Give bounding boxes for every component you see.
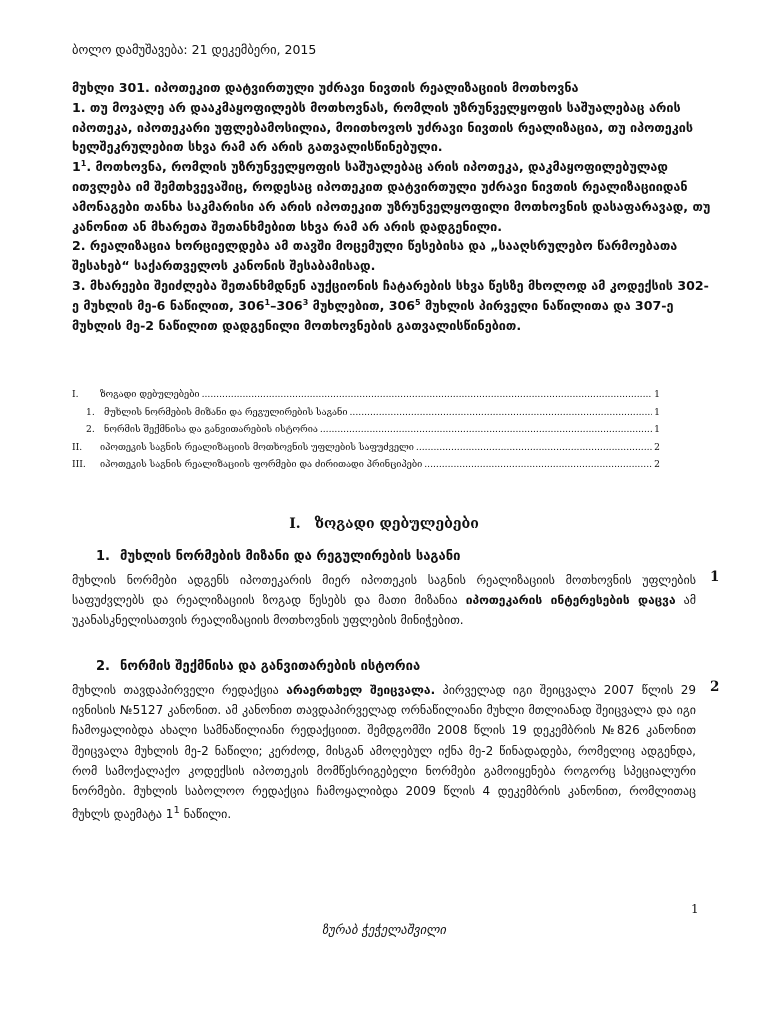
page-number: 1 [691,902,699,916]
toc-entry[interactable] [72,407,660,425]
paragraph-text: 3. მხარეები შეიძლება შეთანხმდნენ აუქციონის ჩატარების სხვა წესზე მხოლოდ ამ კოდექსის 302-ე მუხლის მე-6 ნაწილით, 306 [72,277,709,313]
article-paragraph-1-1 [72,157,712,236]
body-paragraph [72,570,696,631]
bold-text: არაერთხელ შეიცვალა. [286,683,436,697]
toc-page-number: 1 [654,406,660,418]
section-heading [0,516,768,532]
subsection-number: 1. [96,549,110,564]
toc-title: მუხლის ნორმების მიზანი და რეგულირების საგანი [104,406,348,418]
article-paragraph-3 [72,276,712,335]
toc-entry[interactable] [72,442,660,460]
superscript: 3 [302,297,309,307]
toc-title: იპოთეკის საგნის რეალიზაციის ფორმები და ძირითადი პრინციპები [100,459,423,471]
superscript: 5 [415,297,421,307]
toc-leader-dots [416,442,652,453]
toc-leader-dots [424,459,652,470]
toc-number: 2. [86,424,95,436]
paragraph-text: მუხლის ნორმები ადგენს იპოთეკარის მიერ იპოთეკის საგნის რეალიზაციის მოთხოვნის უფლების საფუძვლებს და რეალიზაციის ზოგად წესებს და მათი მიზანია [72,573,696,608]
subsection-number: 2. [96,659,110,674]
superscript: 1 [80,159,87,168]
margin-number: 2 [710,679,720,695]
subsection-title: ნორმის შექმნისა და განვითარების ისტორია [119,659,421,674]
paragraph-number: 1 [72,159,81,175]
paragraph-text: მუხლებით, 306 [308,297,416,313]
toc-page-number: 1 [654,389,660,400]
paragraph-text: . მოთხოვნა, რომლის უზრუნველყოფის საშუალებაც არის იპოთეკა, დაკმაყოფილებულად ითვლება იმ შემთხვევაშიც, როდესაც იპოთეკით დატვირთული უძრავი ნივთის რეალიზაციიდან ამონაგები თანხა საკმარისი არ არის იპოთეკით უზრუნველყოფილი მოთხოვნის დასაფარავად, თუ კანონით ან მხარეთა შეთანხმებით სხვა რამ არ არის დადგენილი. [72,159,711,234]
paragraph-text: მუხლის პირველი ნაწილითა და 307-ე მუხლის მე-2 ნაწილით დადგენილი მოთხოვნების გათვალისწინებით. [72,297,674,333]
paragraph-text: პირველად იგი შეიცვალა 2007 წლის 29 ივნისის №5127 კანონით. ამ კანონით თავდაპირველად ორნაწილიანი მუხლი მთლიანად შეიცვალა და იგი ჩამოყალიბდა ახალი სამნაწილიანი რედაქციით. შემდგომში 2008 წლის 19 დეკემბრის №826 კანონით შეიცვალა მუხლის მე-2 ნაწილი; კერძოდ, მისგან ამოღებულ იქნა მე-2 წინადადება, რომელიც ადგენდა, რომ სამოქალაქო კოდექსის იპოთეკის მომწესრიგებელი ნორმები გამოიყენება როგორც სპეციალური ნორმები. მუხლის საბოლოო რედაქცია ჩამოყალიბდა 2009 წლის 4 დეკემბრის კანონით, რომლითაც მუხლს დაემატა 1 [72,683,696,822]
margin-number: 1 [710,569,720,585]
toc-leader-dots [202,389,653,400]
paragraph-text: –306 [270,297,303,313]
section-number: I. [289,516,301,532]
author-name: ზურაბ ჭეჭელაშვილი [322,922,446,937]
toc-title: იპოთეკის საგნის რეალიზაციის მოთხოვნის უფლების საფუძველი [100,441,414,453]
toc-page-number: 2 [654,459,660,471]
subsection-title: მუხლის ნორმების მიზანი და რეგულირების საგანი [119,549,461,564]
article-text [72,78,712,335]
article-paragraph-1: 1. თუ მოვალე არ დააკმაყოფილებს მოთხოვნას, რომლის უზრუნველყოფის საშუალებაც არის იპოთეკა, იპოთეკარი უფლებამოსილია, მოითხოვოს უძრავი ნივთის რეალიზაცია, თუ იპოთეკის ხელშეკრულებით სხვა რამ არ არის გათვალისწინებული. [72,99,694,155]
toc-title: ნორმის შექმნისა და განვითარების ისტორია [104,424,318,436]
article-title: მუხლი 301. იპოთეკით დატვირთული უძრავი ნივთის რეალიზაციის მოთხოვნა [72,80,579,95]
paragraph-text: ამ უკანასკნელისათვის რეალიზაციის მოთხოვნის უფლების მინიჭებით. [72,593,697,628]
toc-page-number: 1 [654,424,660,436]
body-paragraph [72,680,696,824]
toc-leader-dots [350,407,653,418]
paragraph-text: მუხლის თავდაპირველი რედაქცია [72,683,287,697]
toc-entry[interactable] [72,459,660,477]
superscript: 1 [264,297,271,307]
bold-text: იპოთეკარის ინტერესების დაცვა [465,593,676,608]
subsection-heading [96,659,420,674]
toc-number: II. [72,441,83,453]
toc-page-number: 2 [654,441,660,453]
toc-entry[interactable] [72,424,660,442]
toc-leader-dots [320,424,652,435]
table-of-contents [72,389,660,477]
toc-number: I. [72,389,79,400]
superscript: 1 [173,805,180,817]
toc-title: ზოგადი დებულებები [100,389,200,400]
toc-entry[interactable] [72,389,660,407]
subsection-heading [96,549,460,564]
section-title: ზოგადი დებულებები [314,516,479,532]
article-paragraph-2: 2. რეალიზაცია ხორციელდება ამ თავში მოცემული წესებისა და „სააღსრულებო წარმოებათა შესახებ“ საქართველოს კანონის შესაბამისად. [72,238,678,274]
paragraph-text: ნაწილი. [179,807,232,822]
toc-number: III. [72,459,86,471]
toc-number: 1. [86,406,95,418]
last-updated-date: ბოლო დამუშავება: 21 დეკემბერი, 2015 [72,42,317,57]
